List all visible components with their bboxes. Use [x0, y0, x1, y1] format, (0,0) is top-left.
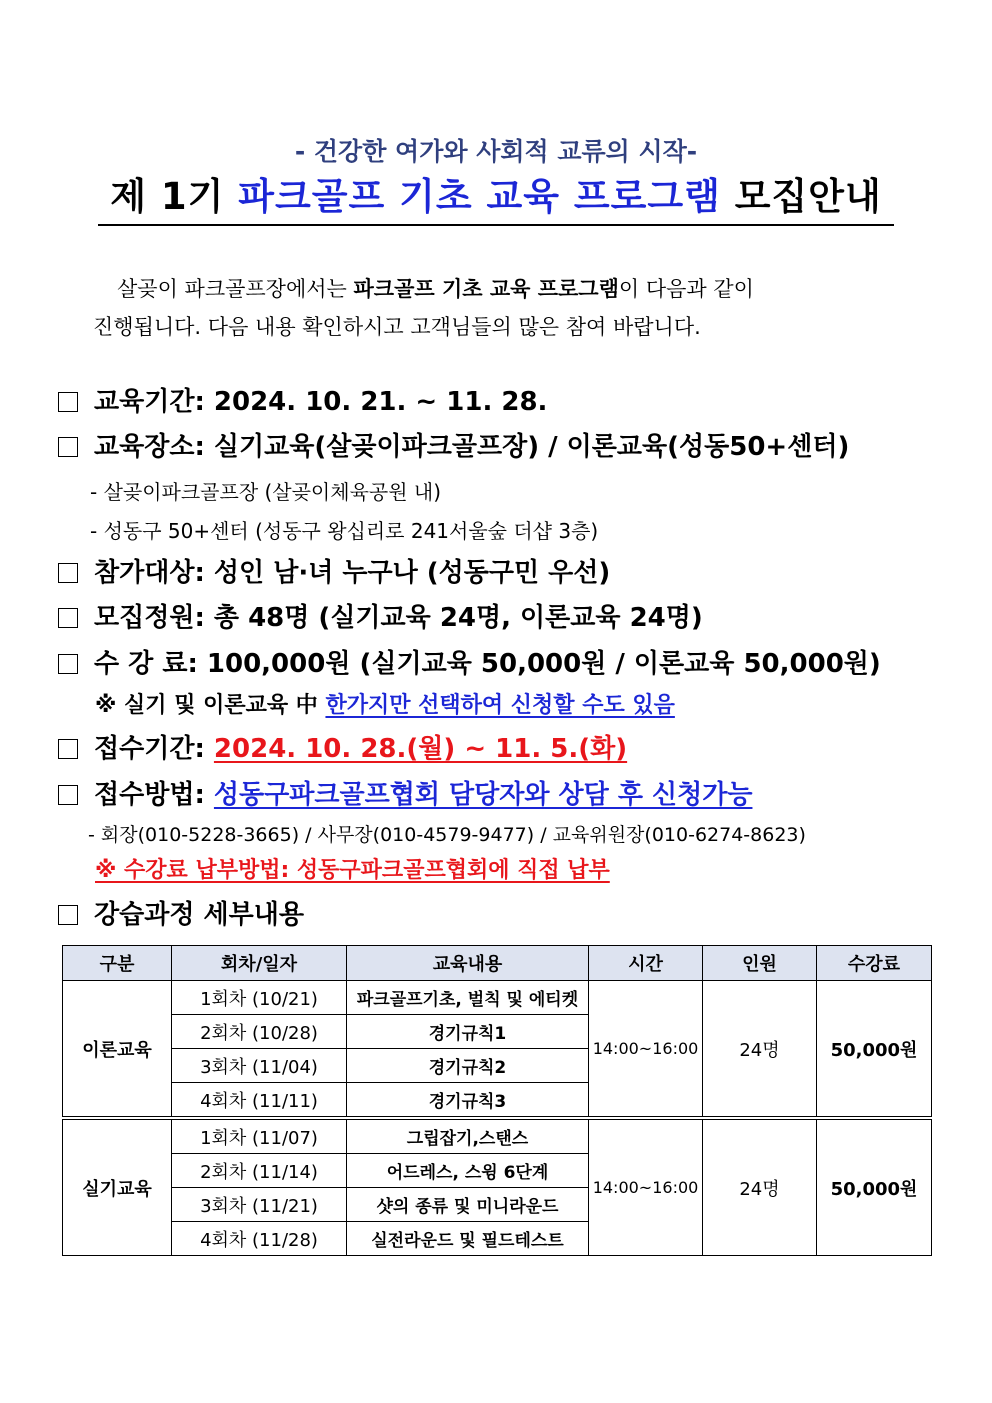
header-fee: 수강료 — [817, 946, 932, 981]
people-cell: 24명 — [703, 981, 817, 1119]
header-content: 교육내용 — [347, 946, 589, 981]
contacts: - 회장(010-5228-3665) / 사무장(010-4579-9477) / 교육위원장(010-6274-8623) — [88, 824, 806, 846]
location-sub-1: - 살곶이파크골프장 (살곶이체육공원 내) — [90, 480, 442, 504]
item-period — [58, 381, 547, 418]
intro-paragraph — [93, 270, 913, 346]
item-apply-period — [58, 728, 627, 765]
content-cell: 경기규칙3 — [347, 1083, 589, 1119]
session-cell: 1회차 (10/21) — [172, 981, 347, 1015]
fee-cell: 50,000원 — [817, 1118, 932, 1256]
time-cell: 14:00~16:00 — [589, 1118, 703, 1256]
table-row — [63, 1118, 932, 1154]
header-people: 인원 — [703, 946, 817, 981]
checkbox-square-icon — [58, 739, 78, 759]
item-location-text: 교육장소: 실기교육(살곶이파크골프장) / 이론교육(성동50+센터) — [94, 432, 850, 462]
location-sub-2: - 성동구 50+센터 (성동구 왕십리로 241서울숲 더샵 3층) — [90, 519, 599, 543]
checkbox-square-icon — [58, 905, 78, 925]
content-cell: 실전라운드 및 필드테스트 — [347, 1222, 589, 1256]
session-cell: 3회차 (11/04) — [172, 1049, 347, 1083]
intro-line-2: 진행됩니다. 다음 내용 확인하시고 고객님들의 많은 참여 바랍니다. — [93, 315, 701, 339]
checkbox-square-icon — [58, 392, 78, 412]
content-cell: 경기규칙1 — [347, 1015, 589, 1049]
intro-text-a: 살곶이 파크골프장에서는 — [117, 277, 354, 301]
item-period-text: 교육기간: 2024. 10. 21. ~ 11. 28. — [94, 387, 548, 417]
item-fee — [58, 643, 881, 680]
intro-text-b: 이 다음과 같이 — [618, 277, 754, 301]
apply-method-value: 성동구파크골프협회 담당자와 상담 후 신청가능 — [213, 780, 753, 810]
apply-method-label: 접수방법: — [94, 780, 214, 810]
session-cell: 3회차 (11/21) — [172, 1188, 347, 1222]
fee-note — [95, 688, 675, 719]
item-location — [58, 426, 849, 463]
subtitle: - 건강한 여가와 사회적 교류의 시작- — [294, 137, 698, 166]
schedule-table — [62, 945, 932, 1256]
session-cell: 4회차 (11/11) — [172, 1083, 347, 1119]
time-cell: 14:00~16:00 — [589, 981, 703, 1119]
intro-line-1 — [93, 270, 913, 308]
checkbox-square-icon — [58, 608, 78, 628]
header-session: 회차/일자 — [172, 946, 347, 981]
category-cell: 실기교육 — [63, 1118, 172, 1256]
session-cell: 4회차 (11/28) — [172, 1222, 347, 1256]
header-time: 시간 — [589, 946, 703, 981]
item-capacity — [58, 597, 703, 634]
checkbox-square-icon — [58, 563, 78, 583]
apply-period-value: 2024. 10. 28.(월) ~ 11. 5.(화) — [213, 734, 628, 764]
payment-note-text: ※ 수강료 납부방법: 성동구파크골프협회에 직접 납부 — [95, 858, 610, 883]
page-title — [110, 175, 881, 218]
people-cell: 24명 — [703, 1118, 817, 1256]
session-cell: 2회차 (11/14) — [172, 1154, 347, 1188]
content-cell: 그립잡기,스탠스 — [347, 1118, 589, 1154]
header-category: 구분 — [63, 946, 172, 981]
category-cell: 이론교육 — [63, 981, 172, 1119]
content-cell: 경기규칙2 — [347, 1049, 589, 1083]
item-fee-text: 수 강 료: 100,000원 (실기교육 50,000원 / 이론교육 50,000원) — [94, 649, 881, 679]
checkbox-square-icon — [58, 654, 78, 674]
item-target-text: 참가대상: 성인 남·녀 누구나 (성동구민 우선) — [94, 558, 611, 588]
session-cell: 1회차 (11/07) — [172, 1118, 347, 1154]
item-capacity-text: 모집정원: 총 48명 (실기교육 24명, 이론교육 24명) — [94, 603, 703, 633]
item-target — [58, 552, 610, 589]
session-cell: 2회차 (10/28) — [172, 1015, 347, 1049]
fee-note-a: ※ 실기 및 이론교육 中 — [95, 693, 326, 718]
content-cell: 어드레스, 스윙 6단계 — [347, 1154, 589, 1188]
title-suffix: 모집안내 — [720, 175, 882, 218]
table-row — [63, 981, 932, 1015]
payment-note — [95, 853, 610, 884]
title-block — [98, 166, 894, 226]
title-prefix: 제 1기 — [110, 175, 239, 218]
details-heading-text: 강습과정 세부내용 — [94, 900, 304, 930]
table-header-row — [63, 946, 932, 981]
fee-cell: 50,000원 — [817, 981, 932, 1119]
title-highlight: 파크골프 기초 교육 프로그램 — [238, 175, 721, 218]
intro-text-bold: 파크골프 기초 교육 프로그램 — [353, 277, 619, 301]
content-cell: 파크골프기초, 벌칙 및 에티켓 — [347, 981, 589, 1015]
apply-period-label: 접수기간: — [94, 734, 214, 764]
content-cell: 샷의 종류 및 미니라운드 — [347, 1188, 589, 1222]
item-apply-method — [58, 774, 752, 811]
item-details-heading — [58, 894, 304, 931]
checkbox-square-icon — [58, 437, 78, 457]
checkbox-square-icon — [58, 785, 78, 805]
fee-note-b: 한가지만 선택하여 신청할 수도 있음 — [325, 693, 675, 718]
